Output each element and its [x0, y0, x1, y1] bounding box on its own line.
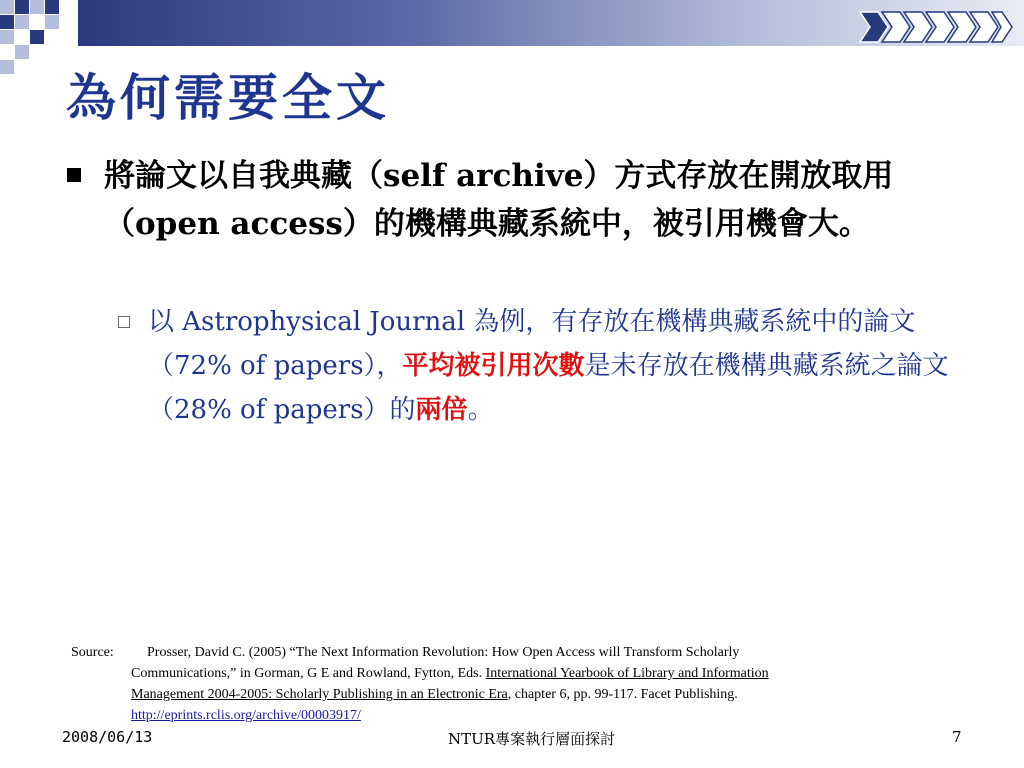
book-title-part-2: Management 2004-2005: Scholarly Publishing in an Electronic Era [131, 687, 508, 702]
main-bullet-text: 將論文以自我典藏（self archive）方式存放在開放取用（open access）的機構典藏系統中，被引用機會大。 [104, 158, 894, 242]
book-title-part-1: International Yearbook of Library and Information [485, 666, 769, 681]
source-line-2a: Communications,” in Gorman, G E and Rowland, Fytton, Eds. [131, 666, 486, 681]
chevron-nav-icon [858, 10, 1014, 44]
source-line-1: Prosser, David C. (2005) “The Next Information Revolution: How Open Access will Transform Scholarly [147, 645, 740, 660]
footer-title: NTUR專案執行層面探討 [448, 730, 616, 748]
source-line-2 [131, 663, 769, 684]
source-url-link[interactable]: http://eprints.rclis.org/archive/00003917/ [131, 708, 361, 723]
highlight-citation-count: 平均被引用次數 [402, 351, 585, 381]
sub-bullet-part-1: 以 Astrophysical Journal 為例，有存放在機構典藏系統中的論文（72% of papers）， [148, 307, 916, 381]
hollow-square-bullet-icon [118, 316, 130, 328]
square-bullet-icon [67, 168, 81, 182]
sub-bullet-part-2: 是未存放在機構典藏系統之論文（28% of papers）的 [148, 351, 949, 425]
source-line-3b: , chapter 6, pp. 99-117. Facet Publishing. [507, 687, 738, 702]
slide-title: 為何需要全文 [66, 68, 390, 127]
highlight-double: 兩倍 [415, 395, 468, 425]
page-number: 7 [952, 728, 962, 746]
footer-date: 2008/06/13 [62, 728, 153, 746]
sub-bullet-text [148, 300, 958, 432]
source-line-3 [131, 684, 738, 705]
source-label: Source: [71, 645, 114, 660]
sub-bullet-part-3: 。 [467, 395, 494, 425]
